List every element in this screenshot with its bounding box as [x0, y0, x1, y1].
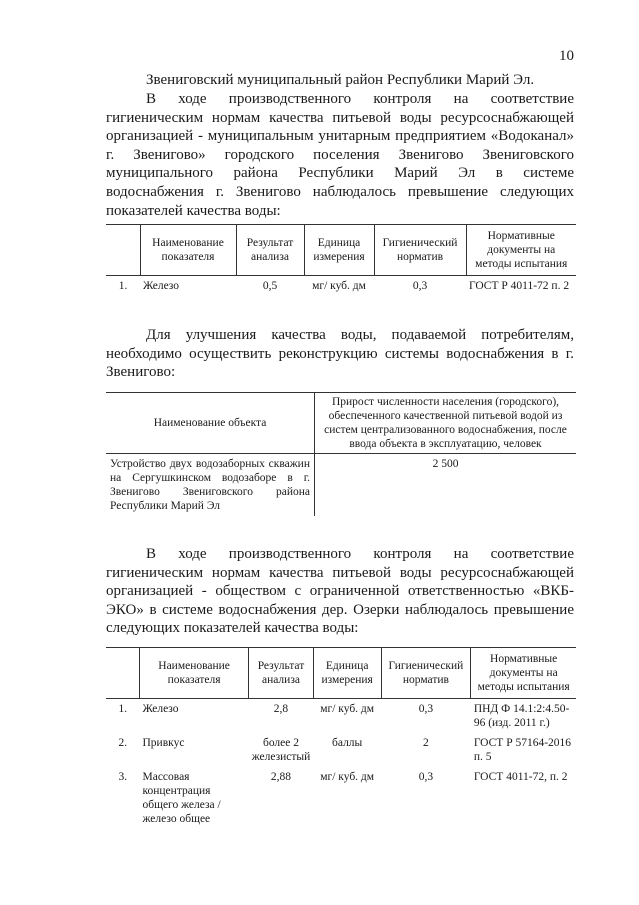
- column-header-indicator: Наименование показателя: [140, 225, 236, 276]
- water-quality-table-zvenigovo: [106, 224, 576, 296]
- page-number: 10: [559, 48, 574, 64]
- paragraph-2-text: Для улучшения качества воды, подаваемой потребителям, необходимо осуществить реконструкцию системы водоснабжения в г. Звенигово:: [106, 327, 574, 381]
- cell-number: 3.: [118, 771, 128, 783]
- cell-indicator: Массовая концентрация общего железа / железо общее: [142, 771, 221, 825]
- column-header-number: [106, 648, 140, 699]
- table-row: [106, 454, 576, 517]
- paragraph-2: [106, 326, 574, 382]
- cell-unit: баллы: [332, 737, 363, 749]
- cell-norm: 0,3: [412, 280, 428, 292]
- cell-documents: ГОСТ Р 57164-2016 п. 5: [473, 737, 572, 763]
- cell-result: 2,8: [273, 703, 289, 715]
- cell-indicator: Железо: [142, 703, 179, 715]
- cell-result: более 2 железистый: [251, 737, 311, 763]
- paragraph-3: [106, 545, 574, 638]
- cell-documents: ГОСТ Р 4011-72 п. 2: [469, 280, 570, 292]
- cell-result: 0,5: [262, 280, 278, 292]
- cell-number: 1.: [118, 703, 128, 715]
- table-row: [106, 767, 576, 829]
- cell-norm: 0,3: [418, 703, 434, 715]
- table-row: [106, 276, 576, 297]
- cell-unit: мг/ куб. дм: [320, 703, 375, 715]
- table-header-row: [106, 225, 576, 276]
- reconstruction-objects-table: [106, 392, 576, 516]
- column-header-norm: Гигиенический норматив: [374, 225, 466, 276]
- column-header-result: Результат анализа: [236, 225, 304, 276]
- column-header-unit: Единица измерения: [304, 225, 374, 276]
- table-header-row: [106, 393, 576, 454]
- column-header-norm: Гигиенический норматив: [381, 648, 471, 699]
- cell-unit: мг/ куб. дм: [312, 280, 366, 292]
- cell-documents: ГОСТ 4011-72, п. 2: [473, 771, 568, 783]
- cell-norm: 0,3: [418, 771, 434, 783]
- table-header-row: [106, 648, 576, 699]
- column-header-number: [106, 225, 140, 276]
- paragraph-1-text: В ходе производственного контроля на соответствие гигиеническим нормам качества питьевой воды ресурсоснабжающей организацией - муниципальным унитарным предприятием «Водоканал» г. Звенигово» городского поселения Звенигово Звениговского муниципального района Республики Марий Эл в системе водоснабжения г. Звенигово наблюдалось превышение следующих показателей качества воды:: [106, 91, 574, 219]
- paragraph-1: [106, 90, 574, 220]
- cell-indicator: Железо: [143, 280, 180, 292]
- paragraph-1-heading: Звениговский муниципальный район Республики Марий Эл.: [146, 72, 535, 88]
- cell-norm: 2: [423, 737, 429, 749]
- column-header-result: Результат анализа: [249, 648, 314, 699]
- table-row: [106, 699, 576, 734]
- cell-number: 2.: [118, 737, 128, 749]
- table-row: [106, 733, 576, 767]
- column-header-documents: Нормативные документы на методы испытания: [471, 648, 576, 699]
- cell-documents: ПНД Ф 14.1:2:4.50-96 (изд. 2011 г.): [473, 703, 570, 729]
- column-header-documents: Нормативные документы на методы испытания: [466, 225, 576, 276]
- cell-object: Устройство двух водозаборных скважин на Сергушкинском водозаборе в г. Звенигово Звениговского района Республики Марий Эл: [110, 458, 310, 512]
- cell-unit: мг/ куб. дм: [320, 771, 375, 783]
- cell-number: 1.: [118, 280, 128, 292]
- cell-result: 2,88: [270, 771, 292, 783]
- column-header-population-growth: Прирост численности населения (городского), обеспеченного качественной питьевой водой из систем централизованного водоснабжения, после ввода объекта в эксплуатацию, человек: [315, 393, 577, 454]
- water-quality-table-ozerki: [106, 647, 576, 829]
- column-header-unit: Единица измерения: [313, 648, 381, 699]
- column-header-object: Наименование объекта: [106, 393, 315, 454]
- cell-indicator: Привкус: [142, 737, 185, 749]
- paragraph-3-text: В ходе производственного контроля на соответствие гигиеническим нормам качества питьевой воды ресурсоснабжающей организацией - обществом с ограниченной ответственностью «ВКБ-ЭКО» в системе водоснабжения дер. Озерки наблюдалось превышение следующих показателей качества воды:: [106, 546, 574, 637]
- cell-population-growth: 2 500: [315, 454, 577, 517]
- column-header-indicator: Наименование показателя: [140, 648, 249, 699]
